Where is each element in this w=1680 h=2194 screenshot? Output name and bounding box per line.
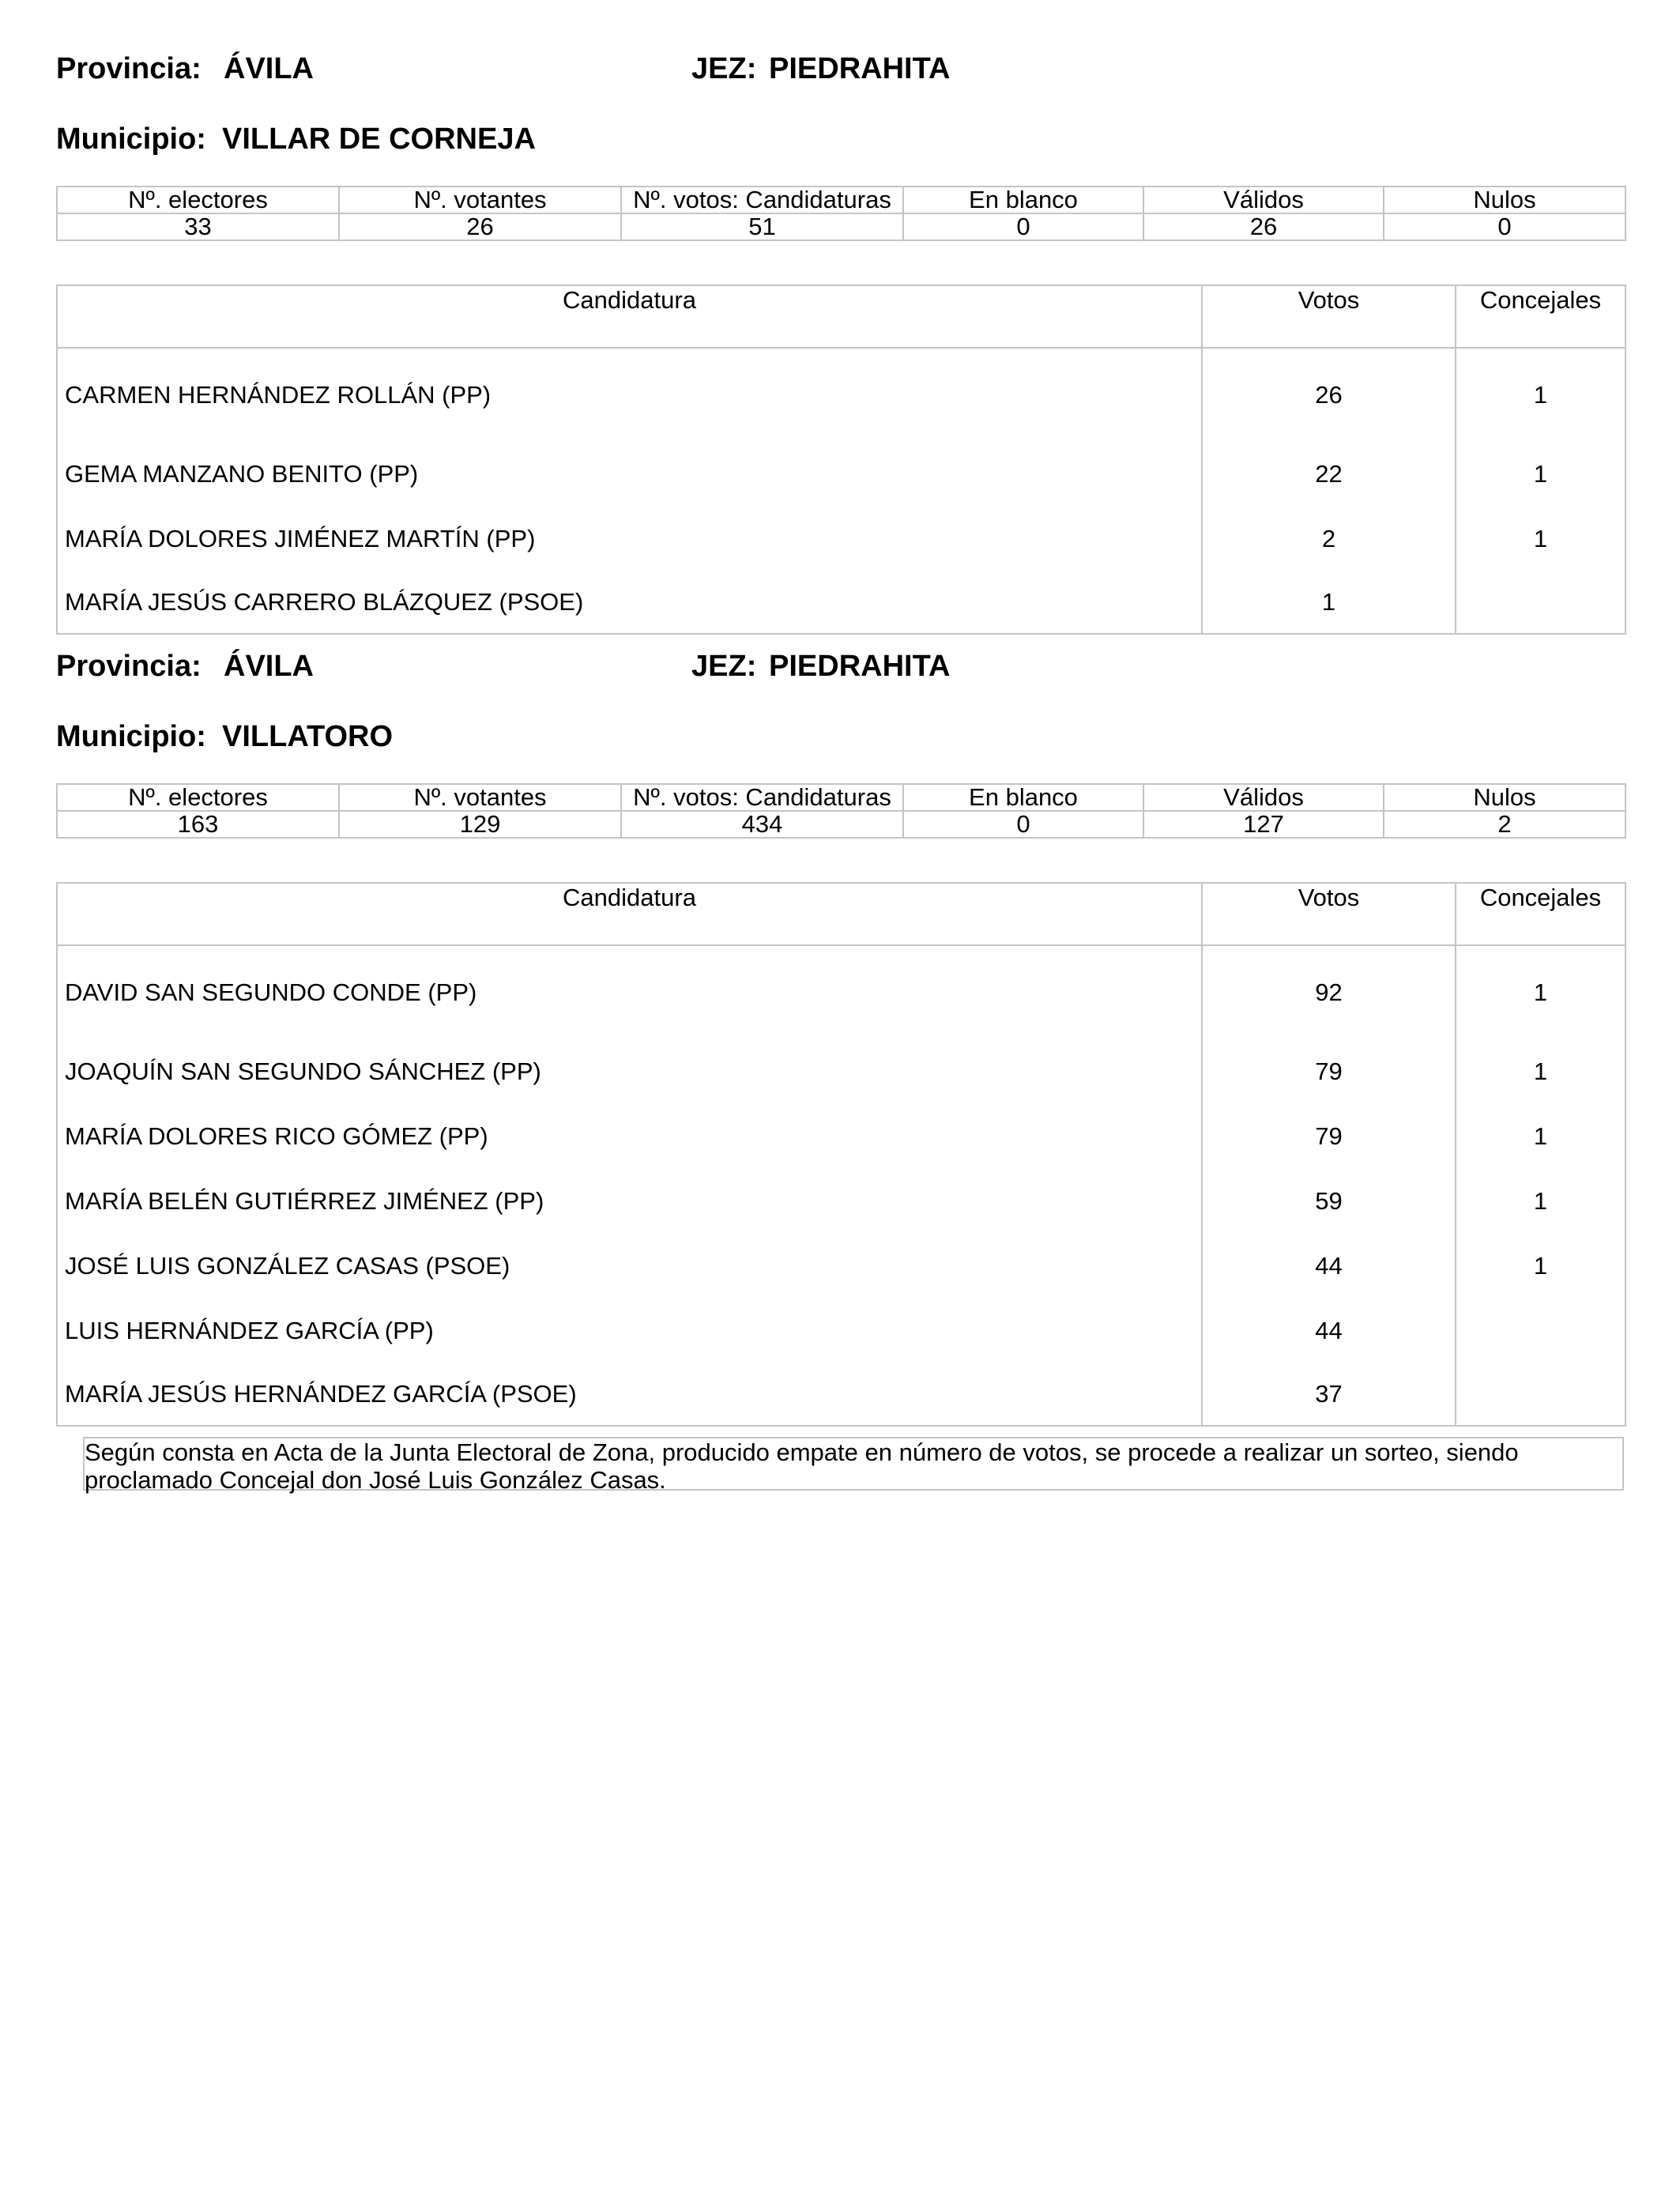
candidate-concejales — [1456, 1299, 1625, 1363]
stats-value: 2 — [1384, 811, 1625, 838]
votos-header: Votos — [1202, 285, 1456, 348]
candidate-concejales: 1 — [1456, 1234, 1625, 1299]
stats-header-row — [57, 784, 1625, 811]
table-row — [57, 945, 1625, 1039]
table-row — [57, 1039, 1625, 1104]
candidate-votos: 37 — [1202, 1363, 1456, 1426]
jez-value: PIEDRAHITA — [769, 650, 951, 683]
candidate-name: CARMEN HERNÁNDEZ ROLLÁN (PP) — [57, 348, 1202, 442]
concejales-header: Concejales — [1456, 883, 1625, 945]
candidate-votos: 1 — [1202, 571, 1456, 634]
observation-note — [83, 1437, 1624, 1494]
candidate-concejales: 1 — [1456, 1104, 1625, 1169]
table-row — [57, 507, 1625, 571]
candidate-votos: 2 — [1202, 507, 1456, 571]
table-row — [57, 1104, 1625, 1169]
jez-label: JEZ: — [691, 650, 757, 683]
note-line-2: proclamado Concejal don José Luis González Casas. — [85, 1466, 666, 1494]
table-row — [57, 1234, 1625, 1299]
votos-header: Votos — [1202, 883, 1456, 945]
candidate-votos: 44 — [1202, 1299, 1456, 1363]
municipio-value: VILLAR DE CORNEJA — [222, 123, 536, 156]
provincia-label: Provincia: — [56, 650, 202, 683]
stats-header: En blanco — [903, 784, 1143, 811]
stats-header: Válidos — [1143, 784, 1384, 811]
candidate-concejales: 1 — [1456, 1039, 1625, 1104]
table-row — [57, 1169, 1625, 1234]
candidate-votos: 26 — [1202, 348, 1456, 442]
stats-header: Nº. votantes — [339, 784, 621, 811]
stats-header: Nulos — [1384, 187, 1625, 213]
candidate-name: MARÍA JESÚS CARRERO BLÁZQUEZ (PSOE) — [57, 571, 1202, 634]
stats-value: 51 — [621, 213, 903, 240]
candidates-table — [56, 285, 1626, 635]
stats-value-row — [57, 213, 1625, 240]
candidate-votos: 79 — [1202, 1039, 1456, 1104]
stats-header-row — [57, 187, 1625, 213]
candidate-name: MARÍA BELÉN GUTIÉRREZ JIMÉNEZ (PP) — [57, 1169, 1202, 1234]
jez-value: PIEDRAHITA — [769, 52, 951, 85]
municipio-label: Municipio: — [56, 123, 206, 156]
table-row — [57, 571, 1625, 634]
candidate-votos: 44 — [1202, 1234, 1456, 1299]
stats-header: Nº. electores — [57, 187, 339, 213]
jez-label: JEZ: — [691, 52, 757, 85]
stats-table — [56, 186, 1626, 241]
candidatura-header: Candidatura — [57, 285, 1202, 348]
candidate-name: DAVID SAN SEGUNDO CONDE (PP) — [57, 945, 1202, 1039]
stats-header: Nulos — [1384, 784, 1625, 811]
candidate-concejales — [1456, 571, 1625, 634]
candidate-votos: 92 — [1202, 945, 1456, 1039]
table-row — [57, 442, 1625, 507]
provincia-label: Provincia: — [56, 52, 202, 85]
stats-value: 33 — [57, 213, 339, 240]
stats-value: 0 — [903, 811, 1143, 838]
candidate-name: MARÍA JESÚS HERNÁNDEZ GARCÍA (PSOE) — [57, 1363, 1202, 1426]
stats-value: 0 — [903, 213, 1143, 240]
candidate-name: MARÍA DOLORES RICO GÓMEZ (PP) — [57, 1104, 1202, 1169]
candidate-concejales: 1 — [1456, 1169, 1625, 1234]
candidate-concejales: 1 — [1456, 442, 1625, 507]
candidate-name: GEMA MANZANO BENITO (PP) — [57, 442, 1202, 507]
candidate-name: JOSÉ LUIS GONZÁLEZ CASAS (PSOE) — [57, 1234, 1202, 1299]
candidatura-header: Candidatura — [57, 883, 1202, 945]
table-row — [57, 348, 1625, 442]
candidate-name: MARÍA DOLORES JIMÉNEZ MARTÍN (PP) — [57, 507, 1202, 571]
stats-table — [56, 783, 1626, 839]
candidate-name: LUIS HERNÁNDEZ GARCÍA (PP) — [57, 1299, 1202, 1363]
stats-header: Nº. votos: Candidaturas — [621, 187, 903, 213]
candidate-concejales: 1 — [1456, 945, 1625, 1039]
stats-value: 26 — [339, 213, 621, 240]
stats-header: En blanco — [903, 187, 1143, 213]
candidate-name: JOAQUÍN SAN SEGUNDO SÁNCHEZ (PP) — [57, 1039, 1202, 1104]
stats-header: Nº. electores — [57, 784, 339, 811]
stats-value: 163 — [57, 811, 339, 838]
stats-value: 434 — [621, 811, 903, 838]
candidates-header-row — [57, 883, 1625, 945]
candidate-concejales: 1 — [1456, 507, 1625, 571]
stats-header: Válidos — [1143, 187, 1384, 213]
municipio-label: Municipio: — [56, 720, 206, 753]
municipio-value: VILLATORO — [222, 720, 394, 753]
provincia-value: ÁVILA — [224, 52, 314, 85]
provincia-value: ÁVILA — [224, 650, 314, 683]
candidate-concejales — [1456, 1363, 1625, 1426]
stats-header: Nº. votantes — [339, 187, 621, 213]
stats-value-row — [57, 811, 1625, 838]
stats-value: 0 — [1384, 213, 1625, 240]
candidates-table — [56, 882, 1626, 1427]
stats-value: 127 — [1143, 811, 1384, 838]
concejales-header: Concejales — [1456, 285, 1625, 348]
candidate-votos: 59 — [1202, 1169, 1456, 1234]
table-row — [57, 1363, 1625, 1426]
stats-value: 26 — [1143, 213, 1384, 240]
candidate-concejales: 1 — [1456, 348, 1625, 442]
stats-header: Nº. votos: Candidaturas — [621, 784, 903, 811]
table-row — [57, 1299, 1625, 1363]
stats-value: 129 — [339, 811, 621, 838]
candidates-header-row — [57, 285, 1625, 348]
candidate-votos: 22 — [1202, 442, 1456, 507]
note-line-1: Según consta en Acta de la Junta Electoral de Zona, producido empate en número de votos, se procede a realizar un sorteo, siendo — [85, 1438, 1519, 1466]
candidate-votos: 79 — [1202, 1104, 1456, 1169]
